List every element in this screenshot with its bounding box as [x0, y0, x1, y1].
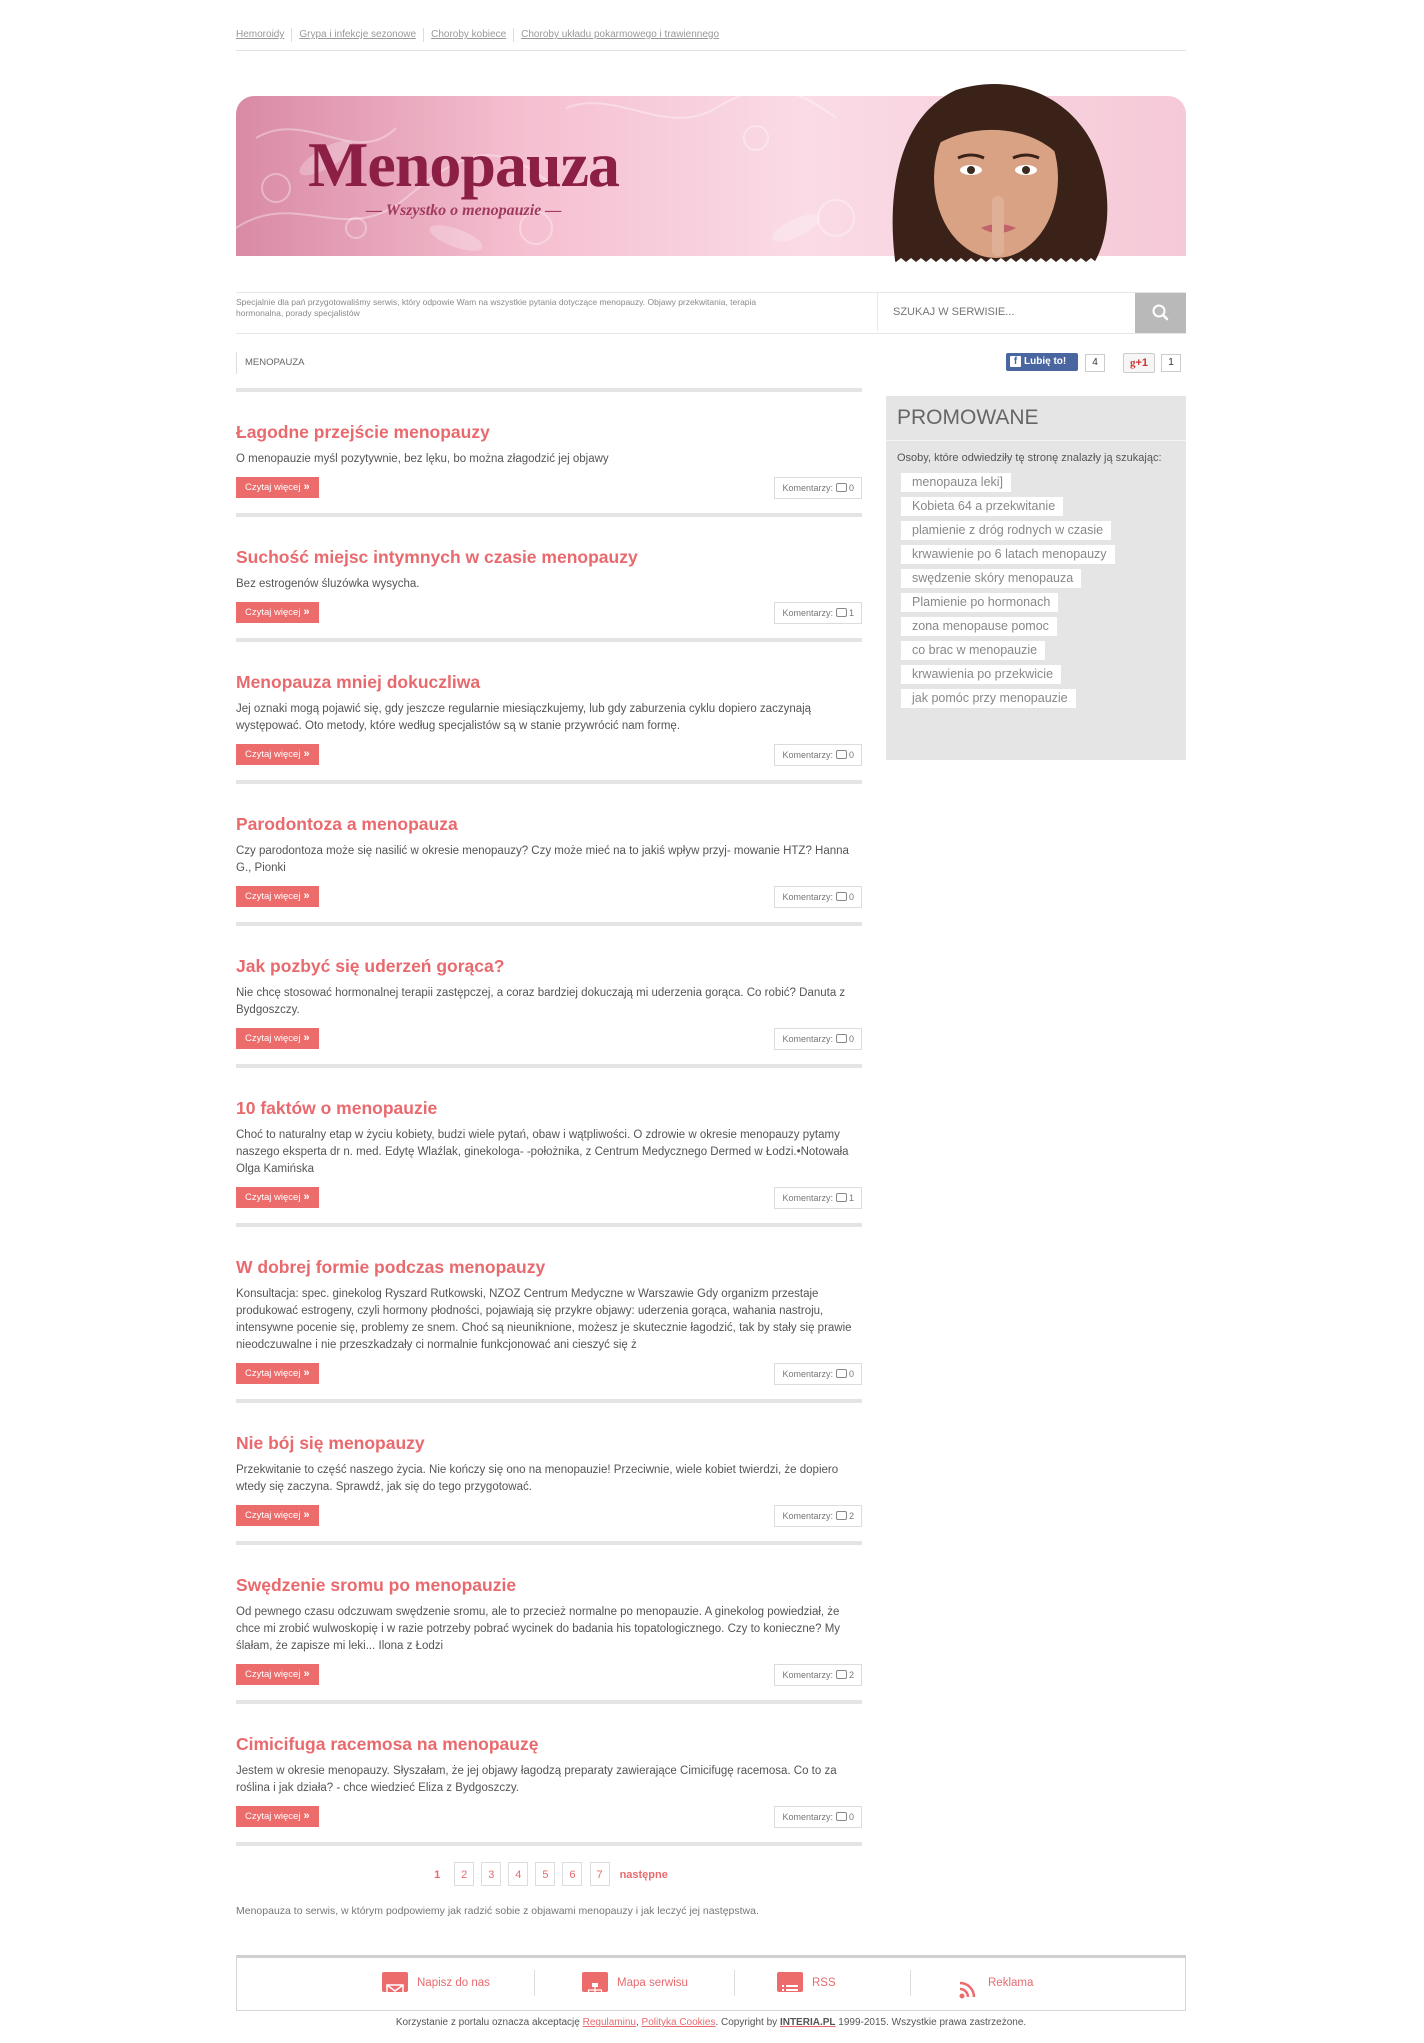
- page-current: 1: [434, 1869, 441, 1881]
- article-title[interactable]: Parodontoza a menopauza: [236, 814, 458, 834]
- comments-label: Komentarzy:: [782, 1511, 833, 1521]
- google-plus-icon: g: [1129, 357, 1136, 369]
- article-title[interactable]: Nie bój się menopauzy: [236, 1433, 425, 1453]
- comment-bubble-icon: [836, 892, 847, 901]
- article-excerpt: Jestem w okresie menopauzy. Słyszałam, że jej objawy łagodzą preparaty zawierające Cimicifugę racemosa. Co to za roślina i jak działa? - chce wiedzieć Eliza z Bydgoszczy.: [236, 1765, 837, 1794]
- article-item: [236, 642, 862, 784]
- read-more-button[interactable]: [236, 1187, 319, 1208]
- search-icon: [1135, 293, 1186, 333]
- article-item: [236, 1227, 862, 1403]
- comment-bubble-icon: [836, 1670, 847, 1679]
- comments-count[interactable]: [774, 744, 862, 766]
- article-title[interactable]: W dobrej formie podczas menopauzy: [236, 1257, 546, 1277]
- article-meta: [236, 886, 862, 908]
- facebook-icon: f: [1010, 356, 1021, 367]
- comment-bubble-icon: [836, 608, 847, 617]
- comments-label: Komentarzy:: [782, 608, 833, 618]
- comments-label: Komentarzy:: [782, 483, 833, 493]
- comments-number: 0: [848, 1034, 854, 1044]
- comment-bubble-icon: [836, 750, 847, 759]
- comment-bubble-icon: [836, 483, 847, 492]
- comments-label: Komentarzy:: [782, 750, 833, 760]
- article-meta: [236, 1187, 862, 1209]
- footer-separator: [910, 1970, 911, 1996]
- topnav-link-grypa[interactable]: Grypa i infekcje sezonowe: [291, 28, 423, 42]
- banner-zigzag-edge: [236, 258, 1186, 268]
- comments-label: Komentarzy:: [782, 1812, 833, 1822]
- read-more-button[interactable]: [236, 477, 319, 498]
- footer-description: Menopauza to serwis, w którym podpowiemy jak radzić sobie z objawami menopauzy i jak leczyć jej następstwa.: [236, 1905, 759, 1917]
- read-more-label: Czytaj więcej: [245, 891, 301, 902]
- topnav-link-hemoroidy[interactable]: Hemoroidy: [236, 29, 285, 40]
- list-icon: [777, 1972, 803, 1992]
- double-chevron-icon: »: [303, 748, 310, 760]
- copyright-prefix: Korzystanie z portalu oznacza akceptację: [395, 2017, 580, 2028]
- read-more-button[interactable]: [236, 1505, 319, 1526]
- footer-separator: [534, 1970, 535, 1996]
- page-link[interactable]: 6: [562, 1862, 582, 1886]
- article-meta: [236, 602, 862, 624]
- search-tag-link[interactable]: swędzenie skóry menopauza: [901, 569, 1081, 588]
- site-subtitle: — Wszystko o menopauzie —: [366, 202, 562, 219]
- articles-container: [236, 392, 862, 1846]
- search-tag-link[interactable]: co brac w menopauzie: [901, 641, 1045, 660]
- search-row: [236, 292, 1186, 334]
- read-more-label: Czytaj więcej: [245, 1510, 301, 1521]
- comments-number: 0: [848, 1812, 854, 1822]
- facebook-like-button[interactable]: [1006, 353, 1078, 371]
- double-chevron-icon: »: [303, 1032, 310, 1044]
- interia-label: INTERIA.PL: [779, 2017, 836, 2028]
- breadcrumb[interactable]: MENOPAUZA: [236, 352, 304, 374]
- double-chevron-icon: »: [303, 1509, 310, 1521]
- article-title[interactable]: Cimicifuga racemosa na menopauzę: [236, 1734, 539, 1754]
- search-tag-link[interactable]: Plamienie po hormonach: [901, 593, 1058, 612]
- interia-link[interactable]: [780, 2017, 836, 2028]
- footer-link-sitemap-label: Mapa serwisu: [617, 1977, 688, 1989]
- search-tag-link[interactable]: jak pomóc przy menopauzie: [901, 689, 1076, 708]
- comments-count[interactable]: [774, 1664, 862, 1686]
- comments-number: 2: [848, 1511, 854, 1521]
- article-list: [236, 388, 862, 1887]
- page-link[interactable]: 7: [590, 1862, 610, 1886]
- article-excerpt: Nie chcę stosować hormonalnej terapii zastępczej, a coraz bardziej dokuczają mi uderzenia gorąca. Co robić? Danuta z Bydgoszczy.: [236, 987, 846, 1016]
- comments-label: Komentarzy:: [782, 892, 833, 902]
- read-more-button[interactable]: [236, 744, 319, 765]
- regulamin-link[interactable]: Regulaminu: [582, 2017, 636, 2028]
- footer-link-contact-label: Napisz do nas: [417, 1977, 490, 1989]
- read-more-button[interactable]: [236, 1664, 319, 1685]
- site-description: Specjalnie dla pań przygotowaliśmy serwis, który odpowie Wam na wszystkie pytania dotyczące menopauzy. Objawy przekwitania, terapia hormonalna, porady specjalistów: [236, 297, 757, 318]
- read-more-button[interactable]: [236, 886, 319, 907]
- search-tag-link[interactable]: krwawienia po przekwicie: [901, 665, 1061, 684]
- read-more-label: Czytaj więcej: [245, 1669, 301, 1680]
- comments-count[interactable]: [774, 1187, 862, 1209]
- read-more-label: Czytaj więcej: [245, 1192, 301, 1203]
- article-title[interactable]: Suchość miejsc intymnych w czasie menopauzy: [236, 547, 638, 567]
- comment-bubble-icon: [836, 1193, 847, 1202]
- search-tag-link[interactable]: Kobieta 64 a przekwitanie: [901, 497, 1063, 516]
- comments-count[interactable]: [774, 1028, 862, 1050]
- read-more-label: Czytaj więcej: [245, 482, 301, 493]
- search-tag-link[interactable]: krwawienie po 6 latach menopauzy: [901, 545, 1115, 564]
- sitemap-icon: [582, 1972, 608, 1992]
- footer-separator: [734, 1970, 735, 1996]
- article-title[interactable]: Swędzenie sromu po menopauzie: [236, 1575, 517, 1595]
- google-plus-label: +1: [1135, 357, 1149, 369]
- article-excerpt: O menopauzie myśl pozytywnie, bez lęku, bo można złagodzić jej objawy: [236, 453, 609, 465]
- article-excerpt: Choć to naturalny etap w życiu kobiety, budzi wiele pytań, obaw i wątpliwości. O zdrowie w okresie menopauzy pytamy naszego eksperta dr n. med. Edytę Wlaźlak, ginekologa- -położnika, z Centrum Medycznego Dermed w Łodzi.•Notowała Olga Kamińska: [236, 1129, 849, 1175]
- copyright-mid: . Copyright by: [715, 2017, 778, 2028]
- read-more-label: Czytaj więcej: [245, 1033, 301, 1044]
- comments-number: 1: [848, 1193, 854, 1203]
- footer-link-rss[interactable]: [777, 1958, 836, 2010]
- comments-number: 1: [848, 608, 854, 618]
- comments-label: Komentarzy:: [782, 1034, 833, 1044]
- article-item: [236, 1403, 862, 1545]
- double-chevron-icon: »: [303, 890, 310, 902]
- comments-count[interactable]: [774, 602, 862, 624]
- article-meta: [236, 744, 862, 766]
- site-banner[interactable]: [236, 78, 1186, 268]
- site-logo-title: Menopauza: [308, 129, 619, 200]
- topnav-link-choroby-kobiece[interactable]: Choroby kobiece: [423, 28, 513, 42]
- copyright-suffix: 1999-2015. Wszystkie prawa zastrzeżone.: [838, 2017, 1027, 2028]
- article-meta: [236, 477, 862, 499]
- rss-icon: [957, 1972, 979, 1992]
- comments-number: 0: [848, 483, 854, 493]
- read-more-label: Czytaj więcej: [245, 607, 301, 618]
- comment-bubble-icon: [836, 1369, 847, 1378]
- double-chevron-icon: »: [303, 606, 310, 618]
- page-link[interactable]: 4: [508, 1862, 528, 1886]
- article-title[interactable]: Łagodne przejście menopauzy: [236, 422, 490, 442]
- article-item: [236, 1068, 862, 1227]
- comments-label: Komentarzy:: [782, 1670, 833, 1680]
- article-item: [236, 517, 862, 642]
- search-input[interactable]: [877, 293, 1134, 331]
- next-page-link[interactable]: następne: [619, 1869, 668, 1881]
- article-item: [236, 1545, 862, 1704]
- comments-count[interactable]: [774, 1505, 862, 1527]
- double-chevron-icon: »: [303, 1668, 310, 1680]
- comments-label: Komentarzy:: [782, 1193, 833, 1203]
- google-plus-count: 1: [1161, 354, 1181, 372]
- article-excerpt: Bez estrogenów śluzówka wysycha.: [236, 578, 420, 590]
- footer-link-ads-label: Reklama: [988, 1977, 1034, 1989]
- sidebar-intro: Osoby, które odwiedziły tę stronę znalazły ją szukając:: [897, 452, 1162, 464]
- comments-number: 0: [848, 1369, 854, 1379]
- comment-bubble-icon: [836, 1034, 847, 1043]
- sidebar-title: PROMOWANE: [886, 396, 1186, 441]
- topnav-link-choroby-ukladu[interactable]: Choroby układu pokarmowego i trawiennego: [513, 28, 726, 42]
- double-chevron-icon: »: [303, 1191, 310, 1203]
- cookies-policy-link[interactable]: Polityka Cookies: [641, 2017, 716, 2028]
- article-item: [236, 392, 862, 517]
- article-excerpt: Konsultacja: spec. ginekolog Ryszard Rutkowski, NZOZ Centrum Medyczne w Warszawie Gdy organizm przestaje produkować estrogeny, czyli hormony płodności, pojawiają się przykre objawy: uderzenia gorąca, wahania nastroju, intensywne pocenie się, problemy ze snem. Choć są nieuniknione, możesz je skutecznie łagodzić, tak by stały się prawie nieodczuwalne i nie przeszkadzały ci normalnie funkcjonować ani cieszyć się ż: [236, 1288, 852, 1351]
- footer-link-ads[interactable]: [957, 1958, 1033, 2010]
- double-chevron-icon: »: [303, 1810, 310, 1822]
- read-more-button[interactable]: [236, 1363, 319, 1384]
- search-button[interactable]: [1135, 293, 1186, 333]
- comments-number: 0: [848, 750, 854, 760]
- article-meta: [236, 1806, 862, 1828]
- footer-link-sitemap[interactable]: [582, 1958, 688, 2010]
- article-item: [236, 784, 862, 926]
- article-excerpt: Jej oznaki mogą pojawić się, gdy jeszcze regularnie miesiączkujemy, lub gdy zaburzenia cyklu dopiero zaczynają występować. Oto metody, które według specjalistów są w stanie przywrócić nam formę.: [236, 703, 812, 732]
- pagination: [236, 1862, 862, 1887]
- article-meta: [236, 1664, 862, 1686]
- facebook-like-label: Lubię to!: [1024, 356, 1067, 367]
- page-link[interactable]: 5: [535, 1862, 555, 1886]
- read-more-label: Czytaj więcej: [245, 749, 301, 760]
- woman-portrait-image: [876, 78, 1116, 268]
- search-tag-link[interactable]: plamienie z dróg rodnych w czasie: [901, 521, 1111, 540]
- double-chevron-icon: »: [303, 1367, 310, 1379]
- article-title[interactable]: 10 faktów o menopauzie: [236, 1098, 438, 1118]
- comments-count[interactable]: [774, 886, 862, 908]
- footer-link-rss-label: RSS: [812, 1977, 836, 1989]
- comment-bubble-icon: [836, 1511, 847, 1520]
- comments-count[interactable]: [774, 1806, 862, 1828]
- article-title[interactable]: Jak pozbyć się uderzeń gorąca?: [236, 956, 505, 976]
- article-meta: [236, 1505, 862, 1527]
- comments-count[interactable]: [774, 1363, 862, 1385]
- article-meta: [236, 1363, 862, 1385]
- promoted-sidebar: [886, 396, 1186, 760]
- facebook-like-count: 4: [1085, 354, 1105, 372]
- top-navigation: [236, 28, 1186, 51]
- google-plus-button[interactable]: [1123, 353, 1155, 373]
- footer-link-contact[interactable]: [382, 1958, 490, 2010]
- footer-links-bar: [236, 1955, 1186, 2011]
- comments-count[interactable]: [774, 477, 862, 499]
- comments-number: 2: [848, 1670, 854, 1680]
- page-link[interactable]: 3: [481, 1862, 501, 1886]
- article-excerpt: Od pewnego czasu odczuwam swędzenie sromu, ale to przecież normalne po menopauzie. A ginekolog powiedział, że chce mi zrobić wulwoskopię i w razie potrzeby pobrać wycinek do badania his topatologicznego. Czy to konieczne? My ślałam, że zapisze mi leki... Ilona z Łodzi: [236, 1606, 841, 1652]
- read-more-label: Czytaj więcej: [245, 1368, 301, 1379]
- article-excerpt: Przekwitanie to część naszego życia. Nie kończy się ono na menopauzie! Przeciwnie, wiele kobiet twierdzi, że dopiero wtedy się zaczyna. Sprawdź, jak się do tego przygotować.: [236, 1464, 839, 1493]
- copyright-line: Korzystanie z portalu oznacza akceptację Regulaminu, Polityka Cookies. Copyright by INTERIA.PL 1999-2015. Wszystkie prawa zastrzeżone.: [395, 2017, 1027, 2028]
- read-more-button[interactable]: [236, 1806, 319, 1827]
- article-item: [236, 926, 862, 1068]
- search-tag-link[interactable]: zona menopause pomoc: [901, 617, 1057, 636]
- page-link[interactable]: 2: [454, 1862, 474, 1886]
- envelope-icon: [382, 1972, 408, 1992]
- read-more-button[interactable]: [236, 602, 319, 623]
- comment-bubble-icon: [836, 1812, 847, 1821]
- read-more-button[interactable]: [236, 1028, 319, 1049]
- comments-number: 0: [848, 892, 854, 902]
- article-excerpt: Czy parodontoza może się nasilić w okresie menopauzy? Czy może mieć na to jakiś wpływ przyj- mowanie HTZ? Hanna G., Pionki: [236, 845, 849, 874]
- article-meta: [236, 1028, 862, 1050]
- read-more-label: Czytaj więcej: [245, 1811, 301, 1822]
- article-title[interactable]: Menopauza mniej dokuczliwa: [236, 672, 481, 692]
- comments-label: Komentarzy:: [782, 1369, 833, 1379]
- double-chevron-icon: »: [303, 481, 310, 493]
- search-tag-link[interactable]: menopauza leki]: [901, 473, 1011, 492]
- article-item: [236, 1704, 862, 1846]
